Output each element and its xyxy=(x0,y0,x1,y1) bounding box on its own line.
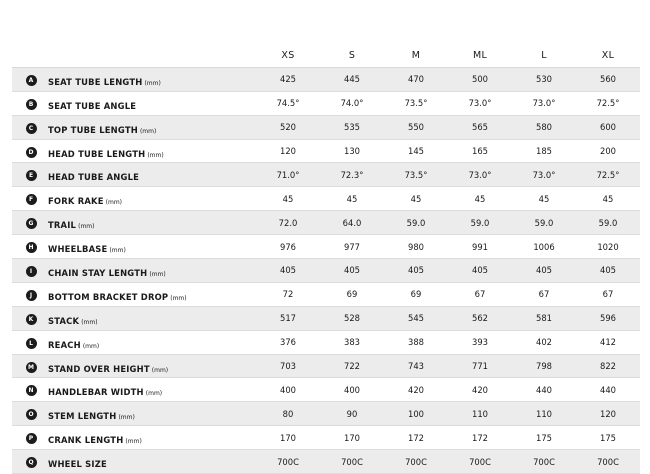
row-letter-cell xyxy=(12,91,48,115)
value-cell-xs: 120 xyxy=(256,139,320,163)
row-label-cell xyxy=(48,426,256,450)
value-cell-xl: 600 xyxy=(576,115,640,139)
value-cell-s: 69 xyxy=(320,282,384,306)
table-row xyxy=(12,187,640,211)
value-cell-ml: 991 xyxy=(448,235,512,259)
value-cell-s: 170 xyxy=(320,426,384,450)
value-cell-s: 400 xyxy=(320,378,384,402)
value-cell-xs: 45 xyxy=(256,187,320,211)
value-cell-l: 73.0° xyxy=(512,163,576,187)
row-label-cell xyxy=(48,259,256,283)
row-label: FORK RAKE xyxy=(48,196,104,207)
row-label: REACH xyxy=(48,339,81,350)
value-cell-l: 175 xyxy=(512,426,576,450)
table-row xyxy=(12,426,640,450)
row-unit: (mm) xyxy=(170,294,187,302)
value-cell-l: 405 xyxy=(512,259,576,283)
value-cell-m: 100 xyxy=(384,402,448,426)
row-letter-badge: O xyxy=(26,409,37,420)
value-cell-s: 445 xyxy=(320,67,384,91)
row-label-cell xyxy=(48,163,256,187)
row-letter-badge: N xyxy=(26,385,37,396)
value-cell-ml: 59.0 xyxy=(448,211,512,235)
table-row xyxy=(12,306,640,330)
value-cell-l: 1006 xyxy=(512,235,576,259)
value-cell-xs: 520 xyxy=(256,115,320,139)
value-cell-xs: 170 xyxy=(256,426,320,450)
row-letter-cell xyxy=(12,67,48,91)
row-letter-cell xyxy=(12,139,48,163)
value-cell-xl: 405 xyxy=(576,259,640,283)
row-letter-badge: C xyxy=(26,123,37,134)
table-row xyxy=(12,91,640,115)
value-cell-ml: 420 xyxy=(448,378,512,402)
table-row xyxy=(12,139,640,163)
row-letter-cell xyxy=(12,306,48,330)
row-letter-badge: I xyxy=(26,266,37,277)
row-letter-badge: F xyxy=(26,194,37,205)
row-letter-cell xyxy=(12,259,48,283)
row-label: TRAIL xyxy=(48,220,77,231)
size-header-s: S xyxy=(320,44,384,67)
value-cell-l: 59.0 xyxy=(512,211,576,235)
row-label: WHEEL SIZE xyxy=(48,459,107,470)
row-label-cell xyxy=(48,67,256,91)
row-unit: (mm) xyxy=(145,390,163,398)
row-unit: (mm) xyxy=(125,438,142,446)
value-cell-xs: 72 xyxy=(256,282,320,306)
value-cell-xl: 560 xyxy=(576,67,640,91)
value-cell-m: 420 xyxy=(384,378,448,402)
size-header-m: M xyxy=(384,44,448,67)
row-letter-cell xyxy=(12,330,48,354)
value-cell-m: 470 xyxy=(384,67,448,91)
value-cell-s: 64.0 xyxy=(320,211,384,235)
value-cell-xs: 71.0° xyxy=(256,163,320,187)
value-cell-l: 530 xyxy=(512,67,576,91)
value-cell-s: 90 xyxy=(320,402,384,426)
row-unit: (mm) xyxy=(105,199,123,207)
row-label: TOP TUBE LENGTH xyxy=(48,124,138,135)
value-cell-l: 45 xyxy=(512,187,576,211)
value-cell-xs: 976 xyxy=(256,235,320,259)
row-label: SEAT TUBE LENGTH xyxy=(48,76,143,87)
value-cell-ml: 405 xyxy=(448,259,512,283)
row-label: STEM LENGTH xyxy=(48,411,117,422)
value-cell-l: 73.0° xyxy=(512,91,576,115)
row-unit: (mm) xyxy=(109,247,126,255)
value-cell-s: 45 xyxy=(320,187,384,211)
value-cell-ml: 565 xyxy=(448,115,512,139)
value-cell-xl: 72.5° xyxy=(576,163,640,187)
row-label: HEAD TUBE ANGLE xyxy=(48,172,140,183)
row-label: BOTTOM BRACKET DROP xyxy=(48,291,169,302)
value-cell-s: 535 xyxy=(320,115,384,139)
row-label-cell xyxy=(48,235,256,259)
value-cell-ml: 73.0° xyxy=(448,163,512,187)
value-cell-xl: 67 xyxy=(576,282,640,306)
value-cell-l: 581 xyxy=(512,306,576,330)
row-label-cell xyxy=(48,187,256,211)
row-label-cell xyxy=(48,450,256,474)
header-letter-cell xyxy=(12,44,48,67)
value-cell-xs: 80 xyxy=(256,402,320,426)
value-cell-xs: 74.5° xyxy=(256,91,320,115)
value-cell-xl: 72.5° xyxy=(576,91,640,115)
row-label-cell xyxy=(48,211,256,235)
row-unit: (mm) xyxy=(81,318,98,326)
value-cell-xl: 700C xyxy=(576,450,640,474)
value-cell-xs: 700C xyxy=(256,450,320,474)
table-row xyxy=(12,259,640,283)
size-header-l: L xyxy=(512,44,576,67)
row-letter-cell xyxy=(12,378,48,402)
value-cell-xs: 425 xyxy=(256,67,320,91)
value-cell-l: 440 xyxy=(512,378,576,402)
value-cell-s: 383 xyxy=(320,330,384,354)
value-cell-ml: 393 xyxy=(448,330,512,354)
row-label: CHAIN STAY LENGTH xyxy=(48,267,148,278)
header-label-cell xyxy=(48,44,256,67)
row-label: STACK xyxy=(48,315,80,326)
row-unit: (mm) xyxy=(151,366,169,374)
table-row xyxy=(12,235,640,259)
value-cell-m: 69 xyxy=(384,282,448,306)
row-label: STAND OVER HEIGHT xyxy=(48,363,150,374)
value-cell-xl: 59.0 xyxy=(576,211,640,235)
value-cell-xl: 200 xyxy=(576,139,640,163)
size-header-ml: ML xyxy=(448,44,512,67)
row-letter-cell xyxy=(12,235,48,259)
row-letter-badge: B xyxy=(26,99,37,110)
table-row xyxy=(12,402,640,426)
row-letter-badge: L xyxy=(26,338,37,349)
value-cell-m: 45 xyxy=(384,187,448,211)
value-cell-l: 580 xyxy=(512,115,576,139)
row-unit: (mm) xyxy=(118,414,135,422)
value-cell-l: 185 xyxy=(512,139,576,163)
value-cell-m: 172 xyxy=(384,426,448,450)
row-label: HEAD TUBE LENGTH xyxy=(48,148,146,159)
row-letter-badge: G xyxy=(26,218,37,229)
value-cell-xs: 405 xyxy=(256,259,320,283)
value-cell-m: 145 xyxy=(384,139,448,163)
value-cell-xl: 596 xyxy=(576,306,640,330)
value-cell-m: 700C xyxy=(384,450,448,474)
row-letter-cell xyxy=(12,187,48,211)
table-row xyxy=(12,163,640,187)
row-letter-cell xyxy=(12,282,48,306)
value-cell-s: 72.3° xyxy=(320,163,384,187)
row-letter-badge: D xyxy=(26,147,37,158)
value-cell-xs: 703 xyxy=(256,354,320,378)
value-cell-ml: 562 xyxy=(448,306,512,330)
row-letter-badge: Q xyxy=(26,457,37,468)
value-cell-m: 980 xyxy=(384,235,448,259)
row-unit: (mm) xyxy=(82,342,100,350)
value-cell-m: 59.0 xyxy=(384,211,448,235)
value-cell-s: 700C xyxy=(320,450,384,474)
value-cell-ml: 45 xyxy=(448,187,512,211)
header-row xyxy=(12,44,640,67)
value-cell-s: 130 xyxy=(320,139,384,163)
value-cell-xl: 175 xyxy=(576,426,640,450)
value-cell-s: 722 xyxy=(320,354,384,378)
value-cell-s: 74.0° xyxy=(320,91,384,115)
value-cell-xs: 376 xyxy=(256,330,320,354)
value-cell-ml: 172 xyxy=(448,426,512,450)
row-letter-badge: J xyxy=(26,290,37,301)
row-letter-cell xyxy=(12,163,48,187)
value-cell-xs: 72.0 xyxy=(256,211,320,235)
value-cell-l: 798 xyxy=(512,354,576,378)
value-cell-xl: 1020 xyxy=(576,235,640,259)
table-row xyxy=(12,354,640,378)
row-label-cell xyxy=(48,378,256,402)
row-label: WHEELBASE xyxy=(48,244,108,255)
table-row xyxy=(12,282,640,306)
value-cell-l: 700C xyxy=(512,450,576,474)
value-cell-s: 405 xyxy=(320,259,384,283)
value-cell-ml: 67 xyxy=(448,282,512,306)
table-row xyxy=(12,378,640,402)
table-row xyxy=(12,330,640,354)
row-label-cell xyxy=(48,354,256,378)
value-cell-m: 405 xyxy=(384,259,448,283)
value-cell-m: 550 xyxy=(384,115,448,139)
value-cell-ml: 500 xyxy=(448,67,512,91)
value-cell-xs: 400 xyxy=(256,378,320,402)
table-row xyxy=(12,211,640,235)
row-label: CRANK LENGTH xyxy=(48,435,124,446)
value-cell-m: 73.5° xyxy=(384,91,448,115)
row-unit: (mm) xyxy=(78,223,95,231)
row-letter-badge: M xyxy=(26,362,37,373)
value-cell-s: 528 xyxy=(320,306,384,330)
value-cell-m: 743 xyxy=(384,354,448,378)
value-cell-ml: 110 xyxy=(448,402,512,426)
value-cell-xs: 517 xyxy=(256,306,320,330)
value-cell-ml: 700C xyxy=(448,450,512,474)
value-cell-l: 110 xyxy=(512,402,576,426)
geometry-table xyxy=(12,44,640,474)
row-label-cell xyxy=(48,330,256,354)
value-cell-ml: 771 xyxy=(448,354,512,378)
value-cell-m: 545 xyxy=(384,306,448,330)
value-cell-m: 388 xyxy=(384,330,448,354)
value-cell-xl: 822 xyxy=(576,354,640,378)
row-letter-cell xyxy=(12,450,48,474)
row-label-cell xyxy=(48,91,256,115)
row-letter-badge: E xyxy=(26,170,37,181)
table-row xyxy=(12,450,640,474)
size-header-xs: XS xyxy=(256,44,320,67)
value-cell-ml: 73.0° xyxy=(448,91,512,115)
value-cell-xl: 440 xyxy=(576,378,640,402)
row-label-cell xyxy=(48,282,256,306)
row-letter-cell xyxy=(12,211,48,235)
row-label-cell xyxy=(48,306,256,330)
row-letter-cell xyxy=(12,426,48,450)
table-row xyxy=(12,115,640,139)
value-cell-m: 73.5° xyxy=(384,163,448,187)
row-letter-cell xyxy=(12,354,48,378)
value-cell-xl: 412 xyxy=(576,330,640,354)
row-label-cell xyxy=(48,139,256,163)
row-letter-badge: H xyxy=(26,242,37,253)
row-unit: (mm) xyxy=(147,151,164,159)
row-letter-badge: K xyxy=(26,314,37,325)
row-unit: (mm) xyxy=(144,79,161,87)
row-letter-cell xyxy=(12,115,48,139)
row-unit: (mm) xyxy=(149,270,166,278)
row-label-cell xyxy=(48,402,256,426)
value-cell-xl: 45 xyxy=(576,187,640,211)
table-row xyxy=(12,67,640,91)
row-letter-badge: P xyxy=(26,433,37,444)
row-unit: (mm) xyxy=(139,127,157,135)
value-cell-ml: 165 xyxy=(448,139,512,163)
size-header-xl: XL xyxy=(576,44,640,67)
value-cell-xl: 120 xyxy=(576,402,640,426)
row-letter-cell xyxy=(12,402,48,426)
value-cell-l: 402 xyxy=(512,330,576,354)
row-label: HANDLEBAR WIDTH xyxy=(48,387,144,398)
row-label-cell xyxy=(48,115,256,139)
geometry-rows xyxy=(12,67,640,473)
value-cell-l: 67 xyxy=(512,282,576,306)
row-letter-badge: A xyxy=(26,75,37,86)
value-cell-s: 977 xyxy=(320,235,384,259)
row-label: SEAT TUBE ANGLE xyxy=(48,100,137,111)
